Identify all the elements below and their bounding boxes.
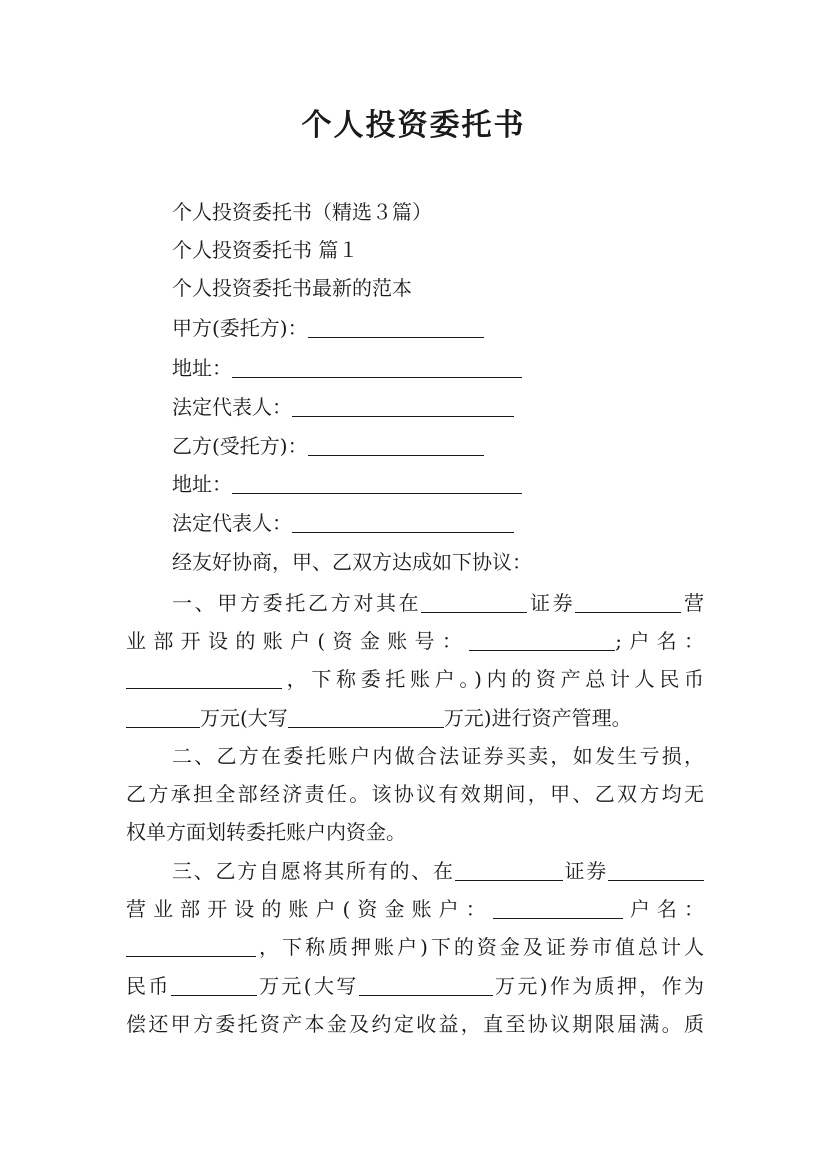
header-line-2: 个人投资委托书 篇１	[172, 238, 359, 262]
clause-3-line-5: 偿还甲方委托资产本金及约定收益，直至协议期限届满。质	[126, 1011, 704, 1036]
rep-b-label: 法定代表人：	[172, 511, 292, 535]
party-b-label: 乙方(受托方)：	[172, 434, 308, 458]
address-a-field	[172, 354, 522, 382]
clause-3-line-2: 营业部开设的账户(资金账户： 户名：	[126, 897, 704, 922]
rep-b-blank	[292, 510, 514, 533]
rep-a-blank	[292, 394, 514, 417]
clause-1-line-3: ，下称委托账户。)内的资产总计人民币	[126, 660, 704, 698]
clause-3-line-3: ，下称质押账户)下的资金及证券市值总计人	[126, 928, 704, 966]
clause-3-line-4: 民币 万元(大写 万元)作为质押，作为	[126, 973, 705, 998]
address-a-label: 地址：	[172, 356, 232, 380]
rep-a-field	[172, 393, 514, 421]
clause-2-line-2: 乙方承担全部经济责任。该协议有效期间，甲、乙双方均无	[126, 782, 704, 807]
party-b-blank	[308, 433, 484, 456]
party-a-blank	[308, 315, 484, 338]
clause-2-line-3: 权单方面划转委托账户内资金。	[126, 820, 406, 845]
rep-b-field	[172, 509, 514, 537]
document-title: 个人投资委托书	[301, 108, 526, 143]
party-b-field	[172, 432, 484, 460]
clause-1-line-4: 万元(大写 万元)进行资产管理。	[126, 699, 704, 737]
address-b-field	[172, 470, 522, 498]
clause-2	[126, 737, 704, 852]
clause-1-line-1: 一、甲方委托乙方对其在 证券 营	[172, 591, 705, 615]
clause-3	[126, 852, 704, 1043]
rep-a-label: 法定代表人：	[172, 395, 292, 419]
party-a-label: 甲方(委托方)：	[172, 316, 308, 340]
address-b-blank	[232, 471, 522, 494]
header-line-3: 个人投资委托书最新的范本	[172, 276, 412, 300]
address-a-blank	[232, 355, 522, 378]
clause-1	[126, 584, 704, 737]
address-b-label: 地址：	[172, 472, 232, 496]
clause-1-line-2: 业部开设的账户(资金账号： ;户名：	[126, 629, 704, 654]
intro-line: 经友好协商，甲、乙双方达成如下协议：	[172, 550, 532, 574]
clause-2-line-1: 二、乙方在委托账户内做合法证券买卖，如发生亏损，	[172, 744, 704, 768]
party-a-field	[172, 314, 484, 342]
header-line-1: 个人投资委托书（精选３篇）	[172, 200, 432, 224]
clause-3-line-1: 三、乙方自愿将其所有的、在 证券	[126, 852, 704, 890]
